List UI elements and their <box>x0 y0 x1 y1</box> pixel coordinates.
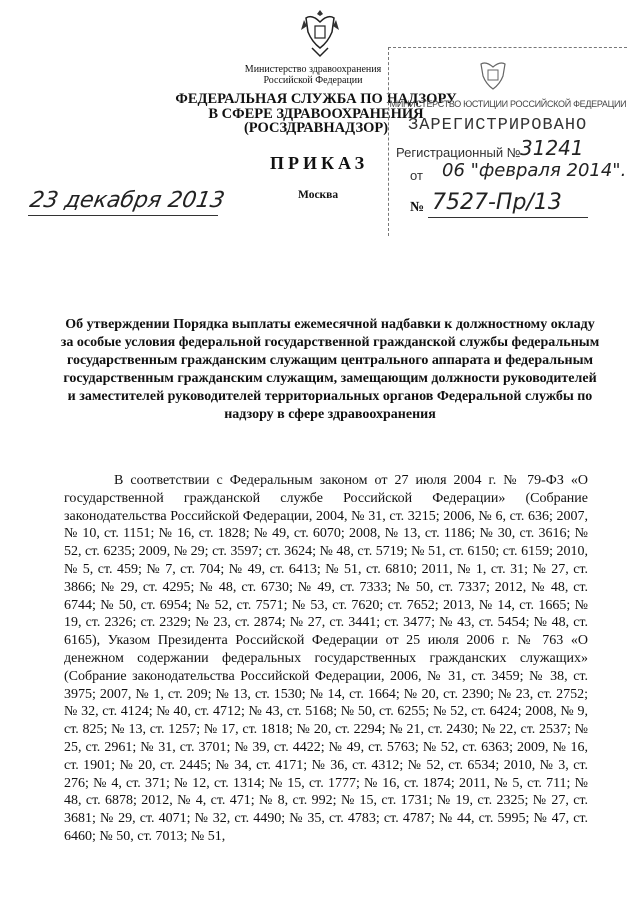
order-date-handwritten: 23 декабря 2013 <box>27 188 227 213</box>
service-line-2: В СФЕРЕ ЗДРАВООХРАНЕНИЯ <box>208 105 424 122</box>
coat-of-arms-emblem <box>300 8 340 65</box>
document-title: Об утверждении Порядка выплаты ежемесячной надбавки к должностному окладу за особые условия федеральной государственной гражданской службы федеральным государственным гражданским служащим центрального аппарата и федеральным государственным гражданским служащим, замещающим должности руководителей и заместителей руководителей территориальных органов Федеральной службы по надзору в сфере здравоохранения <box>60 317 600 422</box>
order-number-handwritten: 7527-Пр/13 <box>432 190 562 215</box>
ministry-line-1: Министерство здравоохранения <box>244 64 382 75</box>
stamp-emblem <box>475 56 511 101</box>
city: Москва <box>298 189 339 201</box>
order-number-underline <box>428 217 588 218</box>
service-line-1: ФЕДЕРАЛЬНАЯ СЛУЖБА ПО НАДЗОРУ <box>175 91 457 107</box>
ministry-name <box>218 64 408 86</box>
stamp-reg-label: Регистрационный № <box>396 145 521 160</box>
order-number-label: № <box>410 200 425 215</box>
stamp-reg-number: 31241 <box>520 136 584 160</box>
stamp-date-value: 06 "февраля 2014". <box>442 160 627 181</box>
ministry-line-2: Российской Федерации <box>263 75 363 86</box>
stamp-date-label: от <box>410 168 423 183</box>
stamp-ministry-text: МИНИСТЕРСТВО ЮСТИЦИИ РОССИЙСКОЙ ФЕДЕРАЦИИ <box>389 99 627 109</box>
document-type: ПРИКАЗ <box>270 153 369 173</box>
stamp-registered: ЗАРЕГИСТРИРОВАНО <box>408 116 588 135</box>
body-paragraph: В соответствии с Федеральным законом от 27 июля 2004 г. № 79-ФЗ «О государственной гражданской службе Российской Федерации» (Собрание законодательства Российской Федерации, 2004, № 31, ст. 3215; 2006, № 6, ст. 636; 2007, № 10, ст. 1151; № 16, ст. 1828; № 49, ст. 6070; 2008, № 13, ст. 1186; № 30, ст. 3616; № 52, ст. 6235; 2009, № 29; ст. 3597; ст. 3624; № 48, ст. 5719; № 51, ст. 6150; ст. 6159; 2010, № 5, ст. 459; № 7, ст. 704; № 49, ст. 6413; № 51, ст. 6810; 2011, № 1, ст. 31; № 27, ст. 3866; № 29, ст. 4295; № 48, ст. 6730; № 49, ст. 7333; № 50, ст. 7337; 2012, № 48, ст. 6744; № 50, ст. 6954; № 52, ст. 7571; № 53, ст. 7620; ст. 7652; 2013, № 14, ст. 1665; № 19, ст. 2326; ст. 2329; № 23, ст. 2874; № 27, ст. 3441; ст. 3477; № 43, ст. 5454; № 48, ст. 6165), Указом Президента Российской Федерации от 25 июля 2006 г. № 763 «О денежном содержании федеральных государственных гражданских служащих» (Собрание законодательства Российской Федерации, 2006, № 31, ст. 3459; № 38, ст. 3975; 2007, № 1, ст. 209; № 13, ст. 1530; № 14, ст. 1664; № 20, ст. 2390; № 23, ст. 2752; № 32, ст. 4124; № 40, ст. 4712; № 43, ст. 5168; № 50, ст. 6255; № 52, ст. 6424; 2008, № 9, ст. 825; № 13, ст. 1257; № 17, ст. 1818; № 20, ст. 2294; № 21, ст. 2430; № 22, ст. 2537; № 25, ст. 2961; № 31, ст. 3701; № 39, ст. 4422; № 49, ст. 5763; № 52, ст. 6363; 2009, № 16, ст. 1901; № 20, ст. 2445; № 34, ст. 4171; № 36, ст. 4312; № 52, ст. 6534; 2010, № 3, ст. 276; № 4, ст. 371; № 12, ст. 1314; № 15, ст. 1777; № 16, ст. 1874; 2011, № 5, ст. 711; № 48, ст. 6878; 2012, № 4, ст. 471; № 8, ст. 992; № 15, ст. 1731; № 19, ст. 2325; № 27, ст. 3681; № 29, ст. 4071; № 32, ст. 4490; № 35, ст. 4783; ст. 4787; № 44, ст. 5995; № 47, ст. 6460; № 50, ст. 7013; № 51, <box>64 473 588 844</box>
date-underline <box>28 215 218 216</box>
service-line-3: (РОСЗДРАВНАДЗОР) <box>243 120 389 136</box>
